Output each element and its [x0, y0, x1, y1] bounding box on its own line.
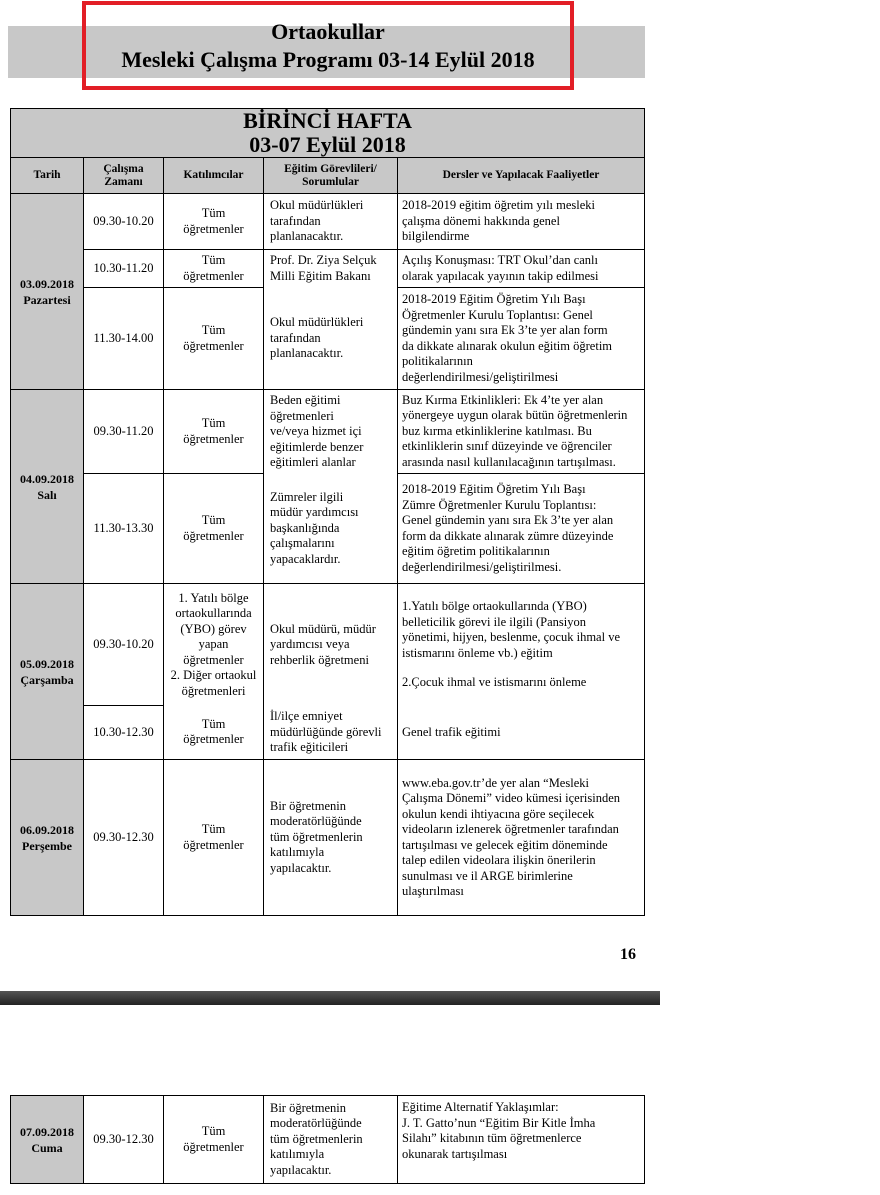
table-row [11, 474, 645, 584]
schedule-table [10, 108, 645, 916]
week-header [11, 109, 645, 158]
date-cell-thursday [11, 760, 84, 916]
time-cell: 09.30-11.20 [84, 390, 164, 474]
participants-cell: Tüm öğretmenler [164, 1096, 264, 1184]
participants-cell: Tüm öğretmenler [164, 706, 264, 760]
time-cell: 11.30-14.00 [84, 288, 164, 390]
responsible-cell: İl/ilçe emniyet müdürlüğünde görevli trafik eğiticileri [264, 706, 398, 760]
weekday: Çarşamba [20, 672, 74, 687]
schedule-table-continued [10, 1095, 645, 1184]
time-cell: 11.30-13.30 [84, 474, 164, 584]
date-cell-wednesday [11, 584, 84, 760]
responsible-cell: Okul müdürlükleri tarafından planlanacaktır. [264, 288, 398, 390]
date: 04.09.2018 [20, 471, 74, 486]
activity-cell: 2018-2019 eğitim öğretim yılı mesleki çalışma dönemi hakkında genel bilgilendirme [398, 194, 645, 250]
table-row [11, 194, 645, 250]
col-header-katilimcilar: Katılımcılar [164, 158, 264, 194]
date: 07.09.2018 [20, 1124, 74, 1139]
responsible-cell: Prof. Dr. Ziya Selçuk Milli Eğitim Bakanı [264, 250, 398, 288]
activity-cell: Genel trafik eğitimi [398, 706, 645, 760]
weekday: Cuma [31, 1140, 63, 1155]
table-row [11, 1096, 645, 1184]
weekday: Perşembe [22, 838, 72, 853]
table-row [11, 288, 645, 390]
participants-cell: 1. Yatılı bölge ortaokullarında (YBO) görev yapan öğretmenler 2. Diğer ortaokul öğretmenleri [164, 584, 264, 706]
table-row [11, 706, 645, 760]
participants-cell: Tüm öğretmenler [164, 760, 264, 916]
activity-cell: www.eba.gov.tr’de yer alan “Mesleki Çalışma Dönemi” video kümesi içerisinden okulun kendi ihtiyacına göre seçilecek videoların izlenerek öğretmenler tarafından tartışılması ve gelecek eğitim döneminde talep edilen videolara ilişkin önerilerin sunulması ve il ARGE birimlerine ulaştırılması [398, 760, 645, 916]
title-line-2: Mesleki Çalışma Programı 03-14 Eylül 2018 [121, 46, 535, 72]
col-header-calisma: Çalışma Zamanı [84, 158, 164, 194]
activity-cell: 1.Yatılı bölge ortaokullarında (YBO) belleticilik görevi ile ilgili (Pansiyon yönetimi, hijyen, beslenme, çocuk ihmal ve istismarını önleme vb.) eğitim 2.Çocuk ihmal ve istismarını önleme [398, 584, 645, 706]
participants-cell: Tüm öğretmenler [164, 250, 264, 288]
activity-cell: Açılış Konuşması: TRT Okul’dan canlı olarak yapılacak yayının takip edilmesi [398, 250, 645, 288]
time-cell: 10.30-11.20 [84, 250, 164, 288]
participants-cell: Tüm öğretmenler [164, 194, 264, 250]
participants-cell: Tüm öğretmenler [164, 474, 264, 584]
table-row [11, 584, 645, 706]
activity-cell: Buz Kırma Etkinlikleri: Ek 4’te yer alan yönergeye uygun olarak bütün öğretmenlerin buz kırma etkinliklerine katılması. Bu etkinliklerin sınıf düzeyinde ve öğrenciler arasında nasıl kullanılacağının tartışılması. [398, 390, 645, 474]
time-cell: 10.30-12.30 [84, 706, 164, 760]
column-header-row [11, 158, 645, 194]
time-cell: 09.30-12.30 [84, 760, 164, 916]
date: 05.09.2018 [20, 656, 74, 671]
date-cell-friday [11, 1096, 84, 1184]
title-line-1: Ortaokullar [271, 18, 385, 44]
document-title [82, 1, 574, 90]
weekday: Salı [37, 487, 57, 502]
time-cell: 09.30-10.20 [84, 584, 164, 706]
responsible-cell: Bir öğretmenin moderatörlüğünde tüm öğretmenlerin katılımıyla yapılacaktır. [264, 1096, 398, 1184]
col-header-dersler: Dersler ve Yapılacak Faaliyetler [398, 158, 645, 194]
col-header-gorevliler: Eğitim Görevlileri/ Sorumlular [264, 158, 398, 194]
week-dates: 03-07 Eylül 2018 [249, 132, 406, 157]
responsible-cell: Zümreler ilgili müdür yardımcısı başkanlığında çalışmalarını yapacaklardır. [264, 474, 398, 584]
date-cell-tuesday [11, 390, 84, 584]
date: 03.09.2018 [20, 276, 74, 291]
date-cell-monday [11, 194, 84, 390]
activity-cell: Eğitime Alternatif Yaklaşımlar: J. T. Gatto’nun “Eğitim Bir Kitle İmha Silahı” kitabının tüm öğretmenlerce okunarak tartışılması [398, 1096, 645, 1184]
responsible-cell: Okul müdürlükleri tarafından planlanacaktır. [264, 194, 398, 250]
responsible-cell: Bir öğretmenin moderatörlüğünde tüm öğretmenlerin katılımıyla yapılacaktır. [264, 760, 398, 916]
table-row [11, 250, 645, 288]
col-header-tarih: Tarih [11, 158, 84, 194]
table-row [11, 760, 645, 916]
table-row [11, 390, 645, 474]
participants-cell: Tüm öğretmenler [164, 288, 264, 390]
date: 06.09.2018 [20, 822, 74, 837]
page-divider [0, 991, 660, 1005]
participants-cell: Tüm öğretmenler [164, 390, 264, 474]
responsible-cell: Beden eğitimi öğretmenleri ve/veya hizmet içi eğitimlerde benzer eğitimleri alanlar [264, 390, 398, 474]
time-cell: 09.30-10.20 [84, 194, 164, 250]
page-number: 16 [620, 946, 636, 963]
time-cell: 09.30-12.30 [84, 1096, 164, 1184]
weekday: Pazartesi [23, 292, 71, 307]
activity-cell: 2018-2019 Eğitim Öğretim Yılı Başı Öğretmenler Kurulu Toplantısı: Genel gündemin yanı sıra Ek 3’te yer alan form da dikkate alınarak okulun eğitim öğretim politikalarının değerlendirilmesi/geliştirilmesi [398, 288, 645, 390]
responsible-cell: Okul müdürü, müdür yardımcısı veya rehberlik öğretmeni [264, 584, 398, 706]
activity-cell: 2018-2019 Eğitim Öğretim Yılı Başı Zümre Öğretmenler Kurulu Toplantısı: Genel gündemin yanı sıra Ek 3’te yer alan form da dikkate alınarak zümre düzeyinde eğitim öğretim politikalarının değerlendirilmesi/geliştirilmesi. [398, 474, 645, 584]
week-title: BİRİNCİ HAFTA [243, 108, 412, 133]
